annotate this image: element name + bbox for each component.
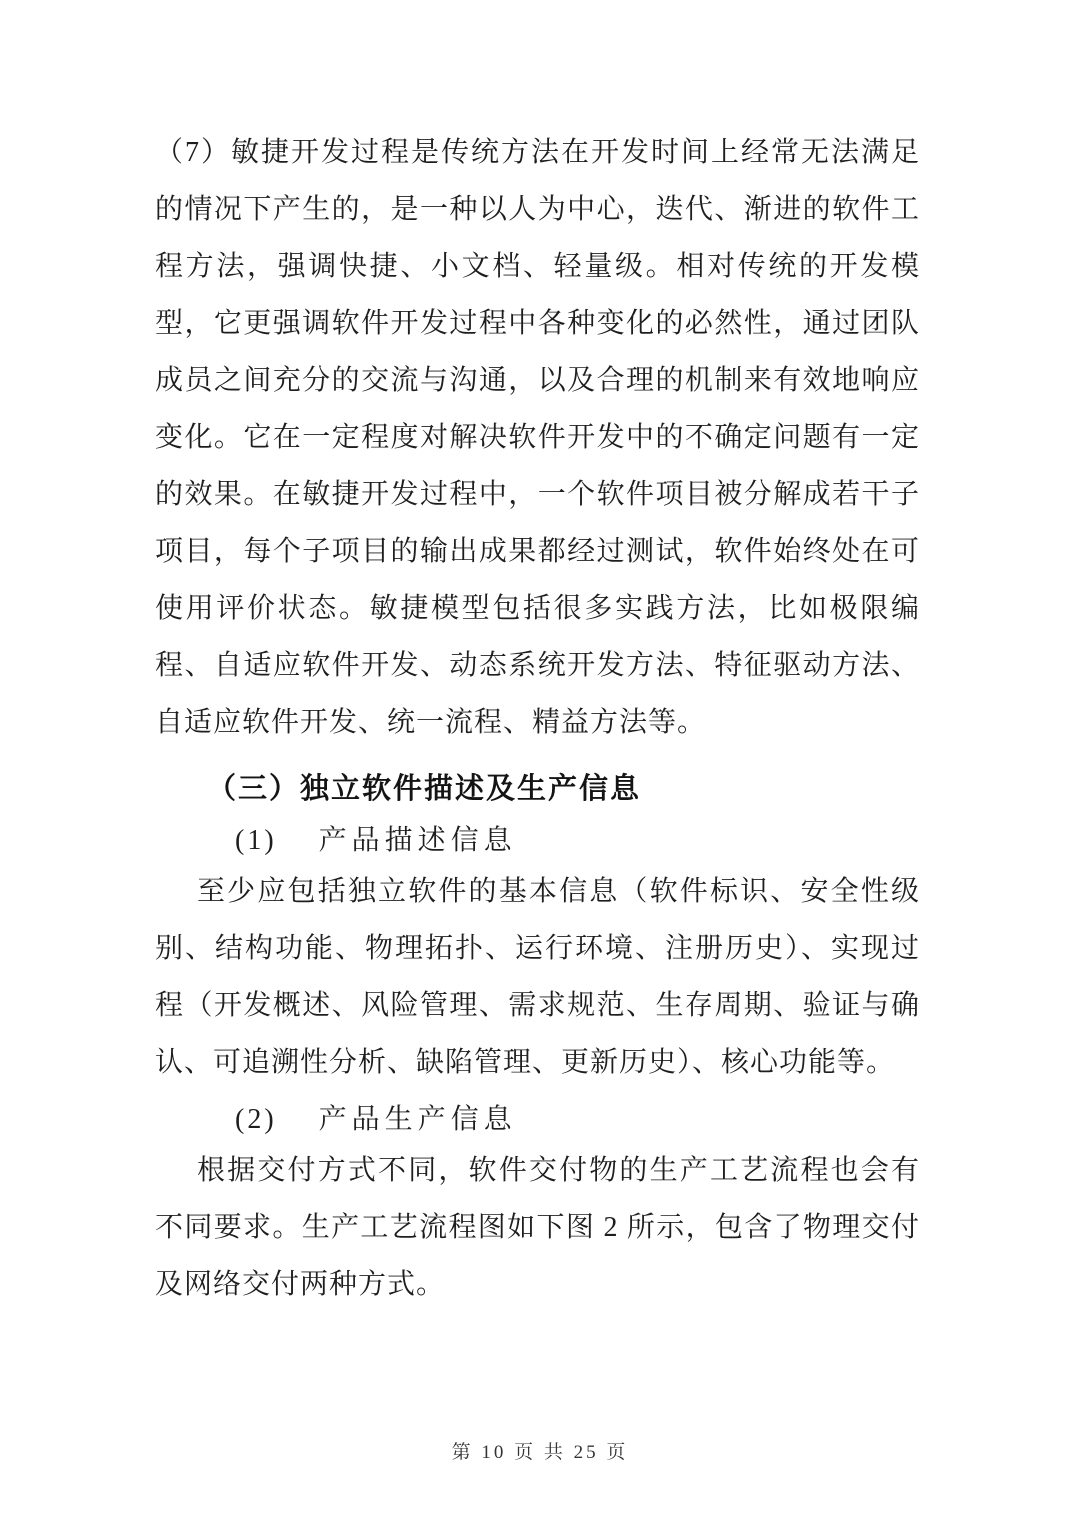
- list-item-product-production: [155, 1097, 920, 1142]
- list-item-2-title: 产品生产信息: [318, 1104, 517, 1135]
- page-number-footer: 第 10 页 共 25 页: [451, 1442, 629, 1463]
- list-item-1-number: (1): [235, 825, 277, 856]
- paragraph-agile-development: （7）敏捷开发过程是传统方法在开发时间上经常无法满足的情况下产生的，是一种以人为中心，迭代、渐进的软件工程方法，强调快捷、小文档、轻量级。相对传统的开发模型，它更强调软件开发过程中各种变化的必然性，通过团队成员之间充分的交流与沟通，以及合理的机制来有效地响应变化。它在一定程度对解决软件开发中的不确定问题有一定的效果。在敏捷开发过程中，一个软件项目被分解成若干子项目，每个子项目的输出成果都经过测试，软件始终处在可使用评价状态。敏捷模型包括很多实践方法，比如极限编程、自适应软件开发、动态系统开发方法、特征驱动方法、自适应软件开发、统一流程、精益方法等。: [155, 137, 920, 738]
- list-item-1-title: 产品描述信息: [318, 825, 517, 856]
- paragraph-product-description: 至少应包括独立软件的基本信息（软件标识、安全性级别、结构功能、物理拓扑、运行环境、注册历史）、实现过程（开发概述、风险管理、需求规范、生存周期、验证与确认、可追溯性分析、缺陷管理、更新历史）、核心功能等。: [155, 876, 920, 1078]
- paragraph-product-production: 根据交付方式不同，软件交付物的生产工艺流程也会有不同要求。生产工艺流程图如下图 2 所示，包含了物理交付及网络交付两种方式。: [155, 1155, 920, 1300]
- section-heading-standalone-software: （三）独立软件描述及生产信息: [207, 773, 642, 805]
- list-item-product-description: [155, 818, 920, 863]
- list-item-2-number: (2): [235, 1104, 277, 1135]
